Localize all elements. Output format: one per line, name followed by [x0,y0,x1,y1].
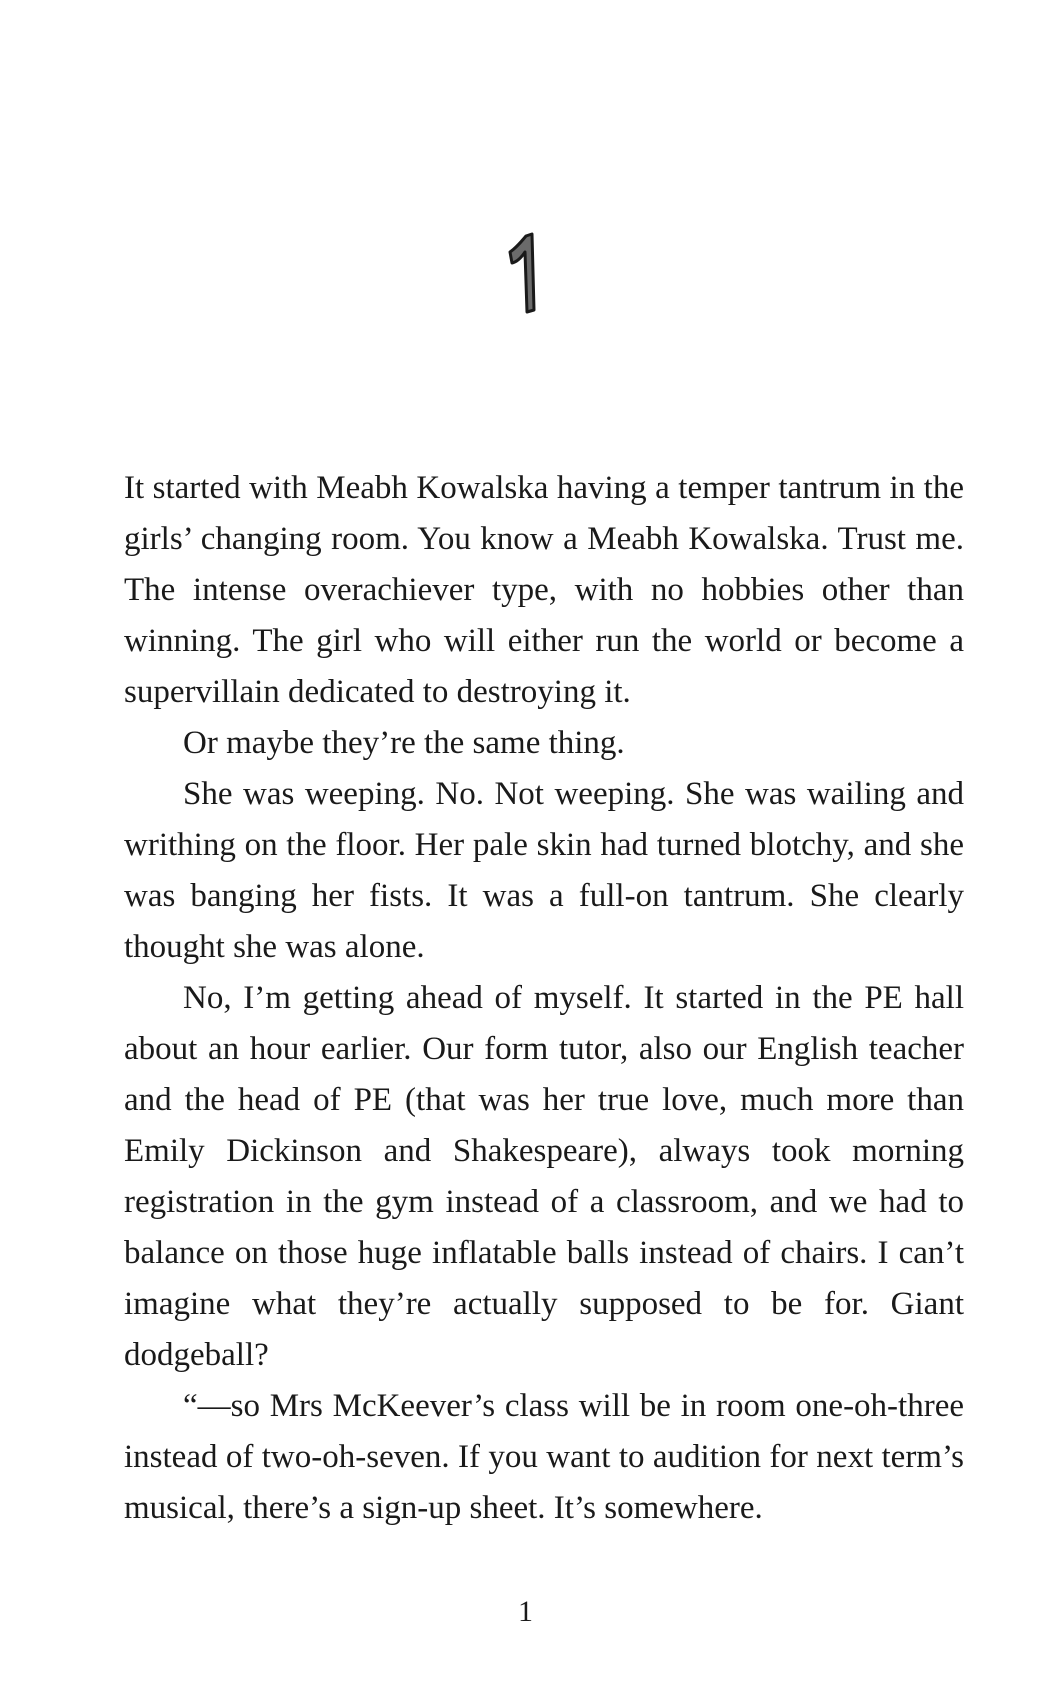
paragraph: “—so Mrs McKeever’s class will be in room one-oh-three instead of two-oh-seven. If you want to audition for next term’s musical, there’s a sign-up sheet. It’s somewhere. [124,1388,964,1526]
page-number: 1 [518,1595,533,1628]
chapter-heading [0,230,1051,320]
paragraph: No, I’m getting ahead of myself. It started in the PE hall about an hour earlier. Our form tutor, also our English teacher and the head of PE (that was her true love, much more than Emily Dickinson and Shakespeare), always took morning registration in the gym instead of a classroom, and we had to balance on those huge inflatable balls instead of chairs. I can’t imagine what they’re actually supposed to be for. Giant dodgeball? [124,980,964,1373]
body-text [124,463,964,1534]
chapter-number-handwritten [496,230,556,320]
paragraph: It started with Meabh Kowalska having a temper tantrum in the girls’ changing room. You know a Meabh Kowalska. Trust me. The intense overachiever type, with no hobbies other than winning. The girl who will either run the world or become a supervillain dedicated to destroying it. [124,470,964,710]
paragraph: She was weeping. No. Not weeping. She was wailing and writhing on the floor. Her pale skin had turned blotchy, and she was banging her fists. It was a full-on tantrum. She clearly thought she was alone. [124,776,964,965]
paragraph: Or maybe they’re the same thing. [183,725,625,761]
